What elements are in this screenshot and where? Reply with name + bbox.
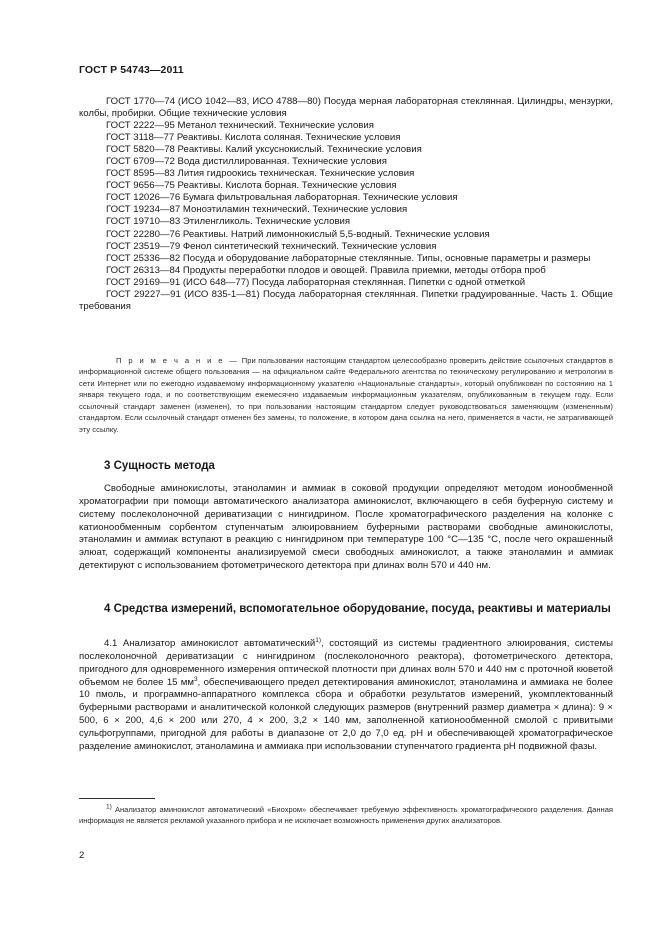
section-3-paragraph: Свободные аминокислоты, этаноламин и аммиак в соковой продукции определяют методом ионообменной хроматографии при помощи автоматического анализатора аминокислот, включающего в себя буферную систему и систему послеколоночной дериватизации с нингидрином. После хроматографического разделения на колонке с катионообменным сорбентом ступенчатым элюированием буферными растворами свободные аминокислоты, этаноламин и аммиак вступают в реакцию с нингидрином при температуре 100 °С—135 °С, после чего окрашенный элюат, содержащий компоненты анализируемой смеси свободных аминокислот, а также этаноламин и аммиак детектируют с использованием фотометрического детектора при длинах волн 570 и 440 нм. [79,483,613,572]
footnote-text: Анализатор аминокислот автоматический «Биохром» обеспечивает требуемую эффективность хроматографического разделения. Данная информация не является рекламой указанного прибора и не исключает возможность применения других анализаторов. [79,805,613,826]
reference-item: ГОСТ 6709—72 Вода дистиллированная. Технические условия [106,156,387,168]
footnote-paragraph [79,804,613,827]
reference-item: ГОСТ 19234—87 Моноэтиламин технический. Технические условия [106,204,408,216]
standard-header: ГОСТ Р 54743—2011 [79,64,184,76]
reference-item: ГОСТ 25336—82 Посуда и оборудование лабораторные стеклянные. Типы, основные параметры и размеры [106,252,591,264]
reference-item: ГОСТ 26313—84 Продукты переработки плодов и овощей. Правила приемки, методы отбора проб [106,264,546,276]
reference-item: ГОСТ 12026—76 Бумага фильтровальная лабораторная. Технические условия [106,192,458,204]
reference-item: ГОСТ 29169—91 (ИСО 648—77) Посуда лабораторная стеклянная. Пипетки с одной отметкой [106,276,526,288]
note-text: При пользовании настоящим стандартом целесообразно проверить действие ссылочных стандартов в информационной системе общего пользования — на официальном сайте Федерального агентства по техническому регулированию и метрологии в сети Интернет или по ежегодно издаваемому информационному указателю «Национальные стандарты», который опубликован по состоянию на 1 января текущего года, и по соответствующим ежемесячно издаваемым информационным указателям, опубликованным в текущем году. Если ссылочный стандарт заменен (изменен), то при пользовании настоящим стандартом следует руководствоваться заменяющим (измененным) стандартом. Если ссылочный стандарт отменен без замены, то положение, в котором дана ссылка на него, применяется в части, не затрагивающей эту ссылку. [79,356,613,434]
section-3-title: 3 Сущность метода [104,460,215,472]
reference-item: ГОСТ 3118—77 Реактивы. Кислота соляная. Технические условия [106,132,401,144]
reference-item: ГОСТ 29227—91 (ИСО 835-1—81) Посуда лабораторная стеклянная. Пипетки градуированные. Часть 1. Общие требования [79,288,613,312]
footnote-block [79,804,613,827]
unit-superscript: 3 [194,675,198,683]
footnote-mark: 1) [106,803,112,811]
page-number: 2 [79,850,85,861]
footnote-reference[interactable]: 1) [315,636,322,644]
paragraph-4-1-lead: 4.1 Анализатор аминокислот автоматический [104,638,316,649]
reference-item: ГОСТ 23519—79 Фенол синтетический технический. Технические условия [106,240,437,252]
section-3-body [79,483,613,573]
note-prefix: П р и м е ч а н и е — [116,356,240,365]
section-4-body [79,638,613,754]
reference-item: ГОСТ 9656—75 Реактивы. Кислота борная. Технические условия [106,180,397,192]
section-4-paragraph [79,638,613,754]
section-4-title: 4 Средства измерений, вспомогательное оборудование, посуда, реактивы и материалы [104,603,611,615]
footnote-divider [79,798,155,799]
reference-item: ГОСТ 2222—95 Метанол технический. Технические условия [106,120,374,132]
reference-item: ГОСТ 22280—76 Реактивы. Натрий лимоннокислый 5,5-водный. Технические условия [106,228,490,240]
reference-item: ГОСТ 1770—74 (ИСО 1042—83, ИСО 4788—80) Посуда мерная лабораторная стеклянная. Цилиндры, мензурки, колбы, пробирки. Общие технические условия [79,96,613,120]
reference-item: ГОСТ 8595—83 Лития гидроокись техническая. Технические условия [106,168,415,180]
normative-references-list [79,96,613,313]
paragraph-4-1-rest: , обеспечивающего предел детектирования аминокислот, этаноламина и аммиака не более 10 пмоль, и программно-аппаратного комплекса сбора и обработки результатов измерений, укомплектованный буферными растворами и аналитической колонкой следующих размеров (внутренний размер диаметра × длина): 9 × 500, 6 × 200, 4,6 × 200 или 270, 4 × 200, 3,2 × 140 мм, заполненной катионообменной смолой с привитыми сульфогруппами, пригодной для работы в диапазоне от 2,0 до 7,0 ед. рН и обеспечивающей хроматографическое разделение аминокислот, этаноламина и аммиака при использовании ступенчатого градиента рН подвижной фазы. [79,676,613,752]
reference-item: ГОСТ 19710—83 Этиленгликоль. Технические условия [106,216,351,228]
reference-item: ГОСТ 5820—78 Реактивы. Калий уксуснокислый. Технические условия [106,144,422,156]
note-block [79,355,613,435]
paragraph-4-1-text: , состоящий из системы градиентного элюирования, системы послеколоночной дериватизации с нингидрином (послеколоночного реактора), фотометрического детектора, пригодного для одновременного измерения оптической плотности при длинах волн 570 и 440 нм с проточной кюветой объемом не более 15 мм [79,638,613,688]
